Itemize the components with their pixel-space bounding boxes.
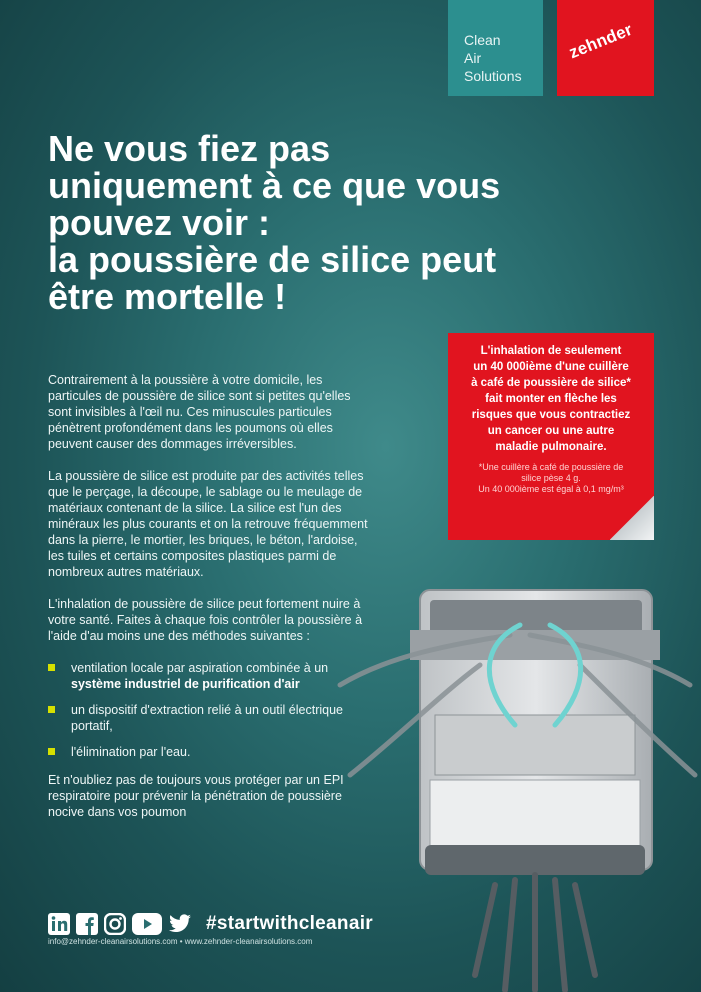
headline-line: uniquement à ce que vous [48, 165, 501, 206]
page-title [48, 130, 648, 315]
footnote-line: Un 40 000ième est égal à 0,1 mg/m³ [478, 484, 624, 494]
footnote-line: silice pèse 4 g. [521, 473, 581, 483]
callout-message [456, 343, 646, 455]
callout-line: L'inhalation de seulement [480, 345, 622, 357]
tagline-line: Air [464, 50, 482, 66]
youtube-icon[interactable] [132, 913, 162, 935]
list-item-bold: système industriel de purification d'air [71, 677, 300, 691]
headline-line: pouvez voir : [48, 202, 271, 243]
methods-list [48, 660, 373, 760]
list-item-text: un dispositif d'extraction relié à un outil électrique portatif, [71, 703, 343, 733]
callout-line: à café de poussière de silice* [471, 377, 631, 389]
logo-wordmark: zehnder [566, 19, 636, 63]
list-item [48, 660, 373, 692]
headline-line: être mortelle ! [48, 276, 287, 317]
list-item-text: l'élimination par l'eau. [71, 745, 191, 759]
facebook-icon[interactable] [76, 913, 98, 935]
paragraph-sources: La poussière de silice est produite par des activités telles que le perçage, la découpe, le sablage ou le meulage de matériaux contenant de la silice. La silice est l'un des minéraux les plus courants et on la retrouve fréquemment dans la pierre, le mortier, les briques, le béton, l'ardoise, les tuiles et certains composites plastiques parmi de nombreux autres matériaux. [48, 469, 368, 579]
bullet-square-icon [48, 664, 55, 671]
callout-line: risques que vous contractiez [471, 409, 631, 421]
headline-line: Ne vous fiez pas [48, 128, 331, 169]
instagram-icon[interactable] [104, 913, 126, 935]
body-text [48, 372, 373, 836]
bullet-square-icon [48, 706, 55, 713]
list-item [48, 702, 373, 734]
list-item-text: ventilation locale par aspiration combinée à un [71, 661, 329, 675]
footnote-line: *Une cuillère à café de poussière de [478, 462, 624, 472]
callout-line: maladie pulmonaire. [495, 441, 607, 453]
warning-callout [448, 333, 654, 540]
paragraph-health: L'inhalation de poussière de silice peut fortement nuire à votre santé. Faites à chaque fois contrôler la poussière à l'aide d'au moins une des méthodes suivantes : [48, 597, 363, 643]
bullet-square-icon [48, 748, 55, 755]
paragraph-intro: Contrairement à la poussière à votre domicile, les particules de poussière de silice sont si petites qu'elles sont invisibles à l'œil nu. Ces minuscules particules pénètrent profondément dans les poumons où elles peuvent causer des dommages irréversibles. [48, 373, 351, 451]
callout-line: fait monter en flèche les [485, 393, 617, 405]
air-purifier-illustration [330, 575, 701, 992]
tagline-line: Clean [464, 32, 501, 48]
zehnder-logo [557, 0, 654, 96]
hashtag: #startwithcleanair [206, 913, 373, 934]
social-bar [48, 911, 373, 937]
callout-line: un cancer ou une autre [487, 425, 615, 437]
linkedin-icon[interactable] [48, 913, 70, 935]
callout-footnote [456, 462, 646, 495]
headline-line: la poussière de silice peut [48, 239, 497, 280]
twitter-icon[interactable] [168, 913, 192, 935]
page-curl-corner [610, 496, 654, 540]
tagline-line: Solutions [464, 68, 522, 84]
callout-line: un 40 000ième d'une cuillère [473, 361, 629, 373]
brand-tagline-box [448, 0, 543, 96]
contact-line: info@zehnder-cleanairsolutions.com • www.zehnder-cleanairsolutions.com [48, 937, 313, 946]
list-item [48, 744, 373, 760]
paragraph-ppe: Et n'oubliez pas de toujours vous protéger par un EPI respiratoire pour prévenir la pénétration de poussière nocive dans vos poumon [48, 773, 344, 819]
